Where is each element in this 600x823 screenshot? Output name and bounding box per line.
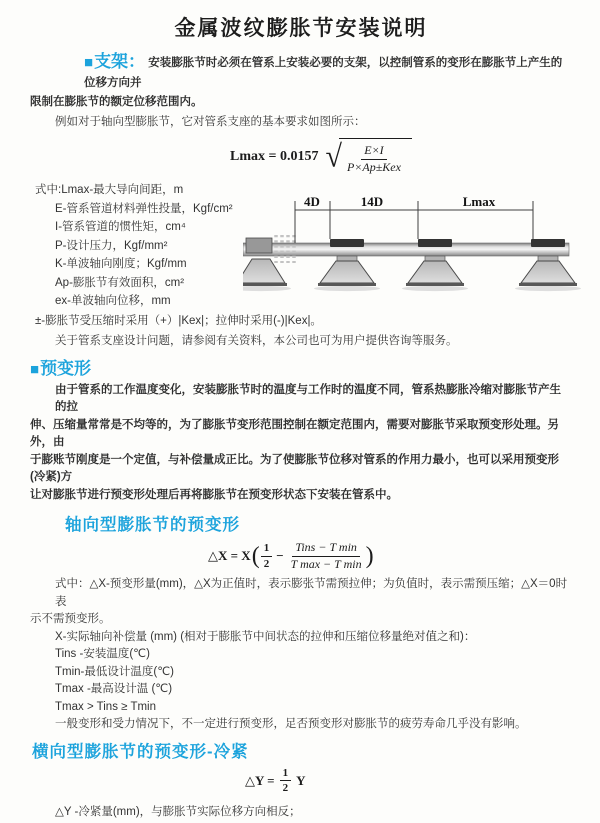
sqrt-radical-icon: √ <box>325 138 342 174</box>
support-paragraph-line2: 限制在膨胀节的额定位移范围内。 <box>30 96 203 108</box>
axial-line: Tmin-最低设计温度(℃) <box>55 665 174 678</box>
section-marker-icon: ■ <box>84 54 94 71</box>
half-numerator: 1 <box>280 766 292 781</box>
lateral-preform-heading: 横向型膨胀节的预变形-冷紧 <box>32 742 249 761</box>
axial-line: 式中：△X-预变形量(mm)，△X为正值时，表示膨张节需预拉伸；为负值时，表示需预压缩；△X＝0时表 <box>55 578 568 608</box>
lmax-formula-radicand <box>339 138 412 175</box>
delta-x-formula <box>208 540 572 572</box>
one-half-fraction <box>261 541 273 571</box>
pipe-support-diagram <box>243 193 595 293</box>
support-section-heading: 支架： <box>94 52 146 71</box>
dim-label-14d: 14D <box>360 194 384 209</box>
plusminus-note: ±-膨胀节受压缩时采用（+）|Kex|；拉伸时采用(-)|Kex|。 <box>35 314 322 327</box>
delta-y-formula-post: Y <box>296 772 306 788</box>
support-paragraph-line3: 例如对于轴向型膨胀节，它对管系支座的基本要求如图所示： <box>55 115 366 128</box>
one-half-fraction <box>280 766 292 796</box>
axial-line: X-实际轴向补偿量 (mm) (相对于膨胀节中间状态的拉伸和压缩位移量绝对值之和)： <box>55 630 476 643</box>
lmax-fraction <box>344 143 404 175</box>
preform-section-heading-row <box>30 357 572 382</box>
section-marker-icon: ■ <box>30 360 40 378</box>
support-service-note: 关于管系支座设计问题，请参阅有关资料，本公司也可为用户提供咨询等服务。 <box>55 334 458 347</box>
preform-section-heading: 预变形 <box>40 358 92 378</box>
axial-line: Tins -安装温度(℃) <box>55 648 150 661</box>
axial-line: 示不需预变形。 <box>30 613 111 626</box>
dim-label-4d: 4D <box>304 194 320 209</box>
pipe-support-diagram-svg <box>243 193 595 293</box>
axial-line: 一般变形和受力情况下，不一定进行预变形，足否预变形对膨胀节的疲劳寿命几乎没有影响。 <box>55 718 527 731</box>
lateral-note: △Y -冷紧量(mm)，与膨胀节实际位移方向相反； <box>55 806 301 819</box>
preform-paragraph-line: 让对膨胀节进行预变形处理后再将膨胀节在预变形状态下安装在管系中。 <box>30 488 398 501</box>
support-shadows <box>243 286 581 291</box>
preform-paragraph-line: 于膨账节刚度是一个定值，与补偿量成正比。为了使膨胀节位移对管系的作用力最小，也可以采用预变形(冷紧)方 <box>30 453 559 484</box>
temperature-fraction-numerator: Tins − T min <box>292 540 360 557</box>
definition-line: ex-单波轴向位移，mm <box>55 295 171 308</box>
dimension-lines <box>295 201 533 243</box>
delta-x-formula-pre: △X = X <box>208 548 251 564</box>
minus-operator: − <box>276 548 284 564</box>
lmax-fraction-denominator: P×Ap±Kex <box>346 159 401 174</box>
temperature-fraction <box>288 540 365 572</box>
half-denominator: 2 <box>282 782 289 795</box>
lmax-fraction-numerator: E×I <box>361 143 386 160</box>
pipe <box>243 243 569 256</box>
left-paren-icon: ( <box>251 543 260 570</box>
lmax-formula-lhs: Lmax = 0.0157 <box>230 148 319 164</box>
half-denominator: 2 <box>263 557 270 570</box>
definition-line: Ap-膨胀节有效面积，cm² <box>55 276 185 289</box>
dim-label-lmax: Lmax <box>462 194 496 209</box>
axial-line: Tmax > Tins ≥ Tmin <box>55 700 156 713</box>
axial-line: Tmax -最高设计温 (℃) <box>55 683 173 696</box>
lmax-formula <box>230 138 572 175</box>
preform-paragraph-line: 伸、压缩量常常是不均等的，为了膨胀节变形范围控制在额定范围内，需要对膨胀节采取预变形处理。另外，由 <box>30 418 559 449</box>
axial-preform-heading: 轴向型膨胀节的预变形 <box>65 516 240 535</box>
support-text-1: 安装膨胀节时必须在管系上安装必要的支架，以控制管系的变形在膨胀节上产生的位移方向并 <box>84 57 563 89</box>
right-paren-icon: ) <box>365 543 374 570</box>
definition-line: I-管系管道的惯性矩，cm⁴ <box>55 221 186 234</box>
page-title: 金属波纹膨胀节安装说明 <box>174 17 428 40</box>
support-paragraph-line1 <box>30 52 572 93</box>
dimension-labels <box>304 194 496 209</box>
temperature-fraction-denominator: T max − T min <box>290 556 362 571</box>
delta-y-formula <box>245 766 572 796</box>
definition-line: E-管系管道材料弹性投量，Kgf/cm² <box>55 202 233 215</box>
half-numerator: 1 <box>261 541 273 556</box>
preform-paragraph-line: 由于管系的工作温度变化，安装膨胀节时的温度与工作时的温度不同，管系热膨胀冷缩对膨胀节产生的拉 <box>55 383 561 414</box>
definition-line: K-单波轴向刚度；Kgf/mm <box>55 258 187 271</box>
definition-line: 式中:Lmax-最大导向间距，m <box>35 184 184 197</box>
definition-line: P-设计压力，Kgf/mm² <box>55 239 168 252</box>
delta-y-formula-pre: △Y = <box>245 772 275 788</box>
